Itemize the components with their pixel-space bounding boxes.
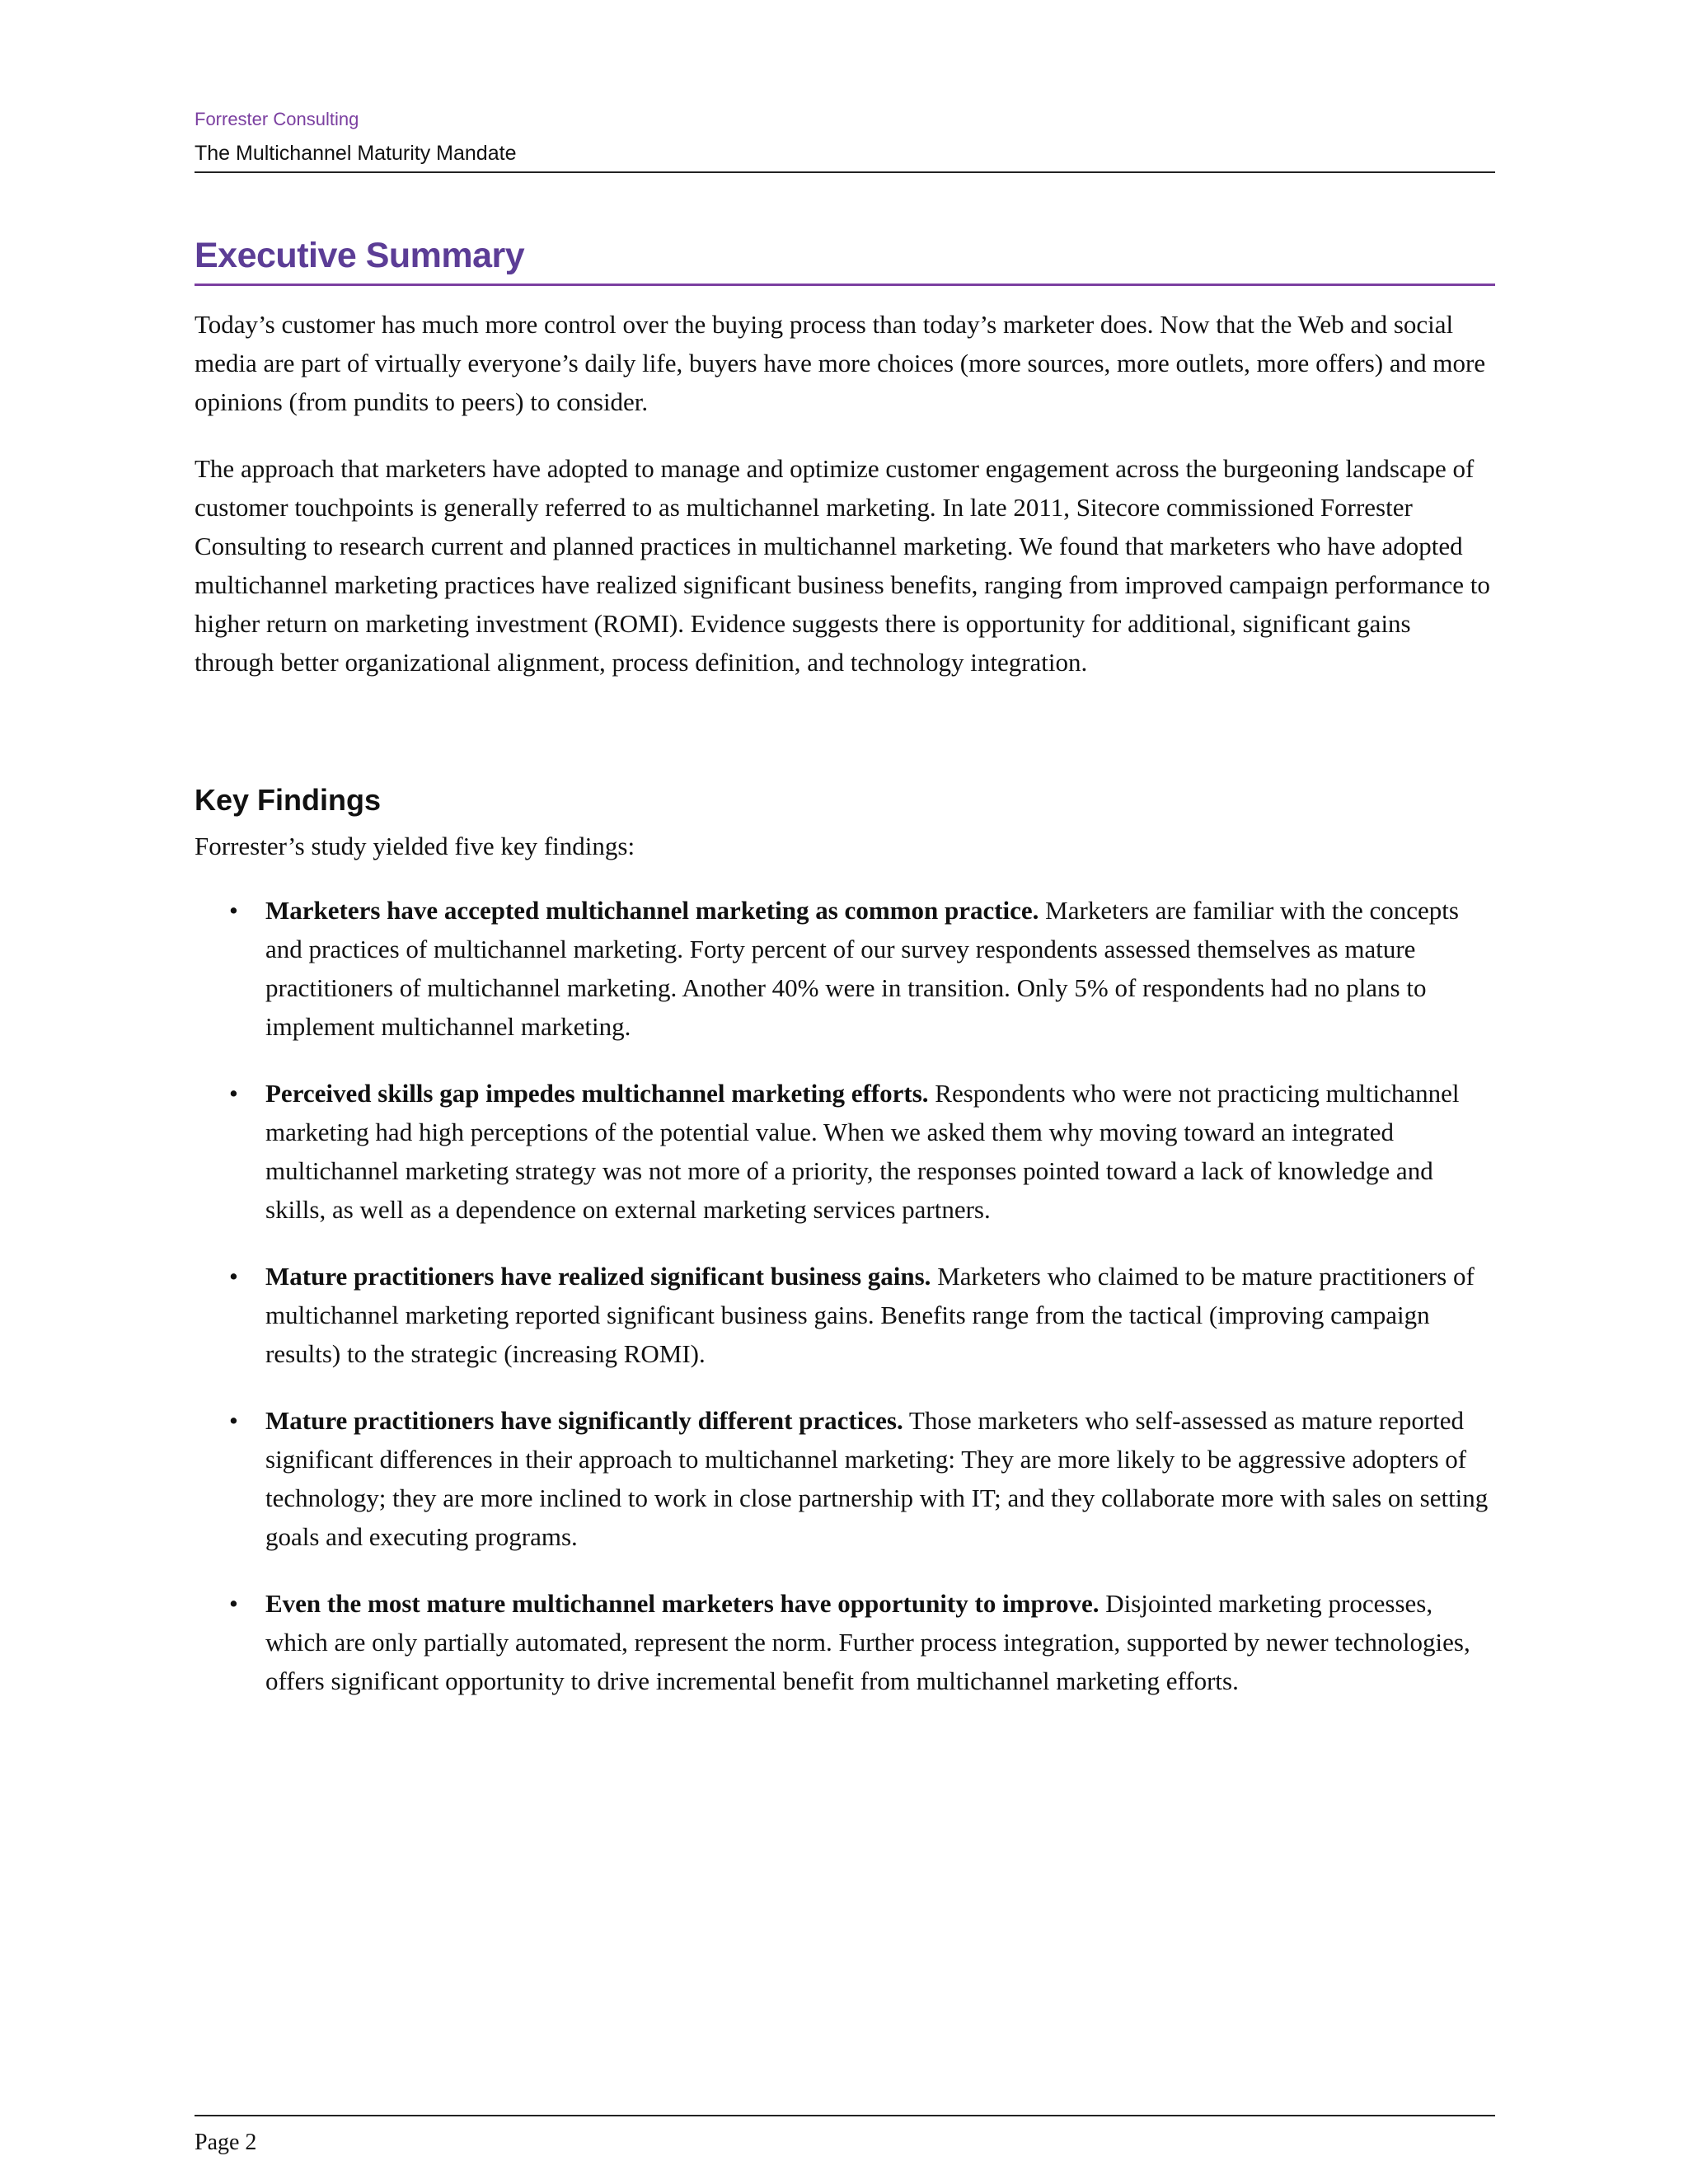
key-findings-title: Key Findings [195,783,382,817]
list-item [195,891,1495,1046]
list-item [195,1257,1495,1373]
finding-text: Disjointed marketing processes, which are only partially automated, represent the norm. Further process integration, supported by newer technologies, offers significant opportunity to drive incremental benefit from multichannel marketing efforts. [265,1589,1470,1695]
summary-paragraph-1: Today’s customer has much more control over the buying process than today’s marketer does. Now that the Web and social media are part of virtually everyone’s daily life, buyers have more choices (more sources, more outlets, more offers) and more opinions (from pundits to peers) to consider. [195,310,1486,416]
finding-lead: Mature practitioners have realized significant business gains. [265,1262,931,1291]
finding-lead: Even the most mature multichannel marketers have opportunity to improve. [265,1589,1100,1618]
bullet-icon: • [229,1406,238,1435]
header-org-name: Forrester Consulting [195,109,359,129]
finding-text: Marketers are familiar with the concepts and practices of multichannel marketing. Forty percent of our survey respondents assessed themselves as mature practitioners of multichannel marketing. Another 40% were in transition. Only 5% of respondents had no plans to implement multichannel marketing. [265,896,1459,1041]
header-document-title: The Multichannel Maturity Mandate [195,142,517,165]
list-item [195,1584,1495,1700]
bullet-icon: • [229,896,238,925]
footer-divider [195,2115,1495,2116]
list-item [195,1074,1495,1229]
finding-text: Marketers who claimed to be mature practitioners of multichannel marketing reported significant business gains. Benefits range from the tactical (improving campaign results) to the strategic (increasing ROMI). [265,1262,1475,1368]
bullet-icon: • [229,1262,238,1291]
section-title: Executive Summary [195,236,525,275]
finding-text: Those marketers who self-assessed as mature reported significant differences in their approach to multichannel marketing: They are more likely to be aggressive adopters of technology; they are more inclined to work in close partnership with IT; and they collaborate more with sales on setting goals and executing programs. [265,1406,1489,1551]
finding-lead: Perceived skills gap impedes multichannel marketing efforts. [265,1079,929,1108]
section-title-divider [195,284,1495,286]
finding-lead: Mature practitioners have significantly different practices. [265,1406,903,1435]
finding-text: Respondents who were not practicing multichannel marketing had high perceptions of the potential value. When we asked them why moving toward an integrated multichannel marketing strategy was not more of a priority, the responses pointed toward a lack of knowledge and skills, as well as a dependence on external marketing services partners. [265,1079,1460,1224]
finding-lead: Marketers have accepted multichannel marketing as common practice. [265,896,1039,925]
header-divider [195,171,1495,173]
page-number: Page 2 [195,2130,257,2155]
key-findings-list [195,891,1495,1728]
list-item [195,1401,1495,1556]
summary-paragraph-2: The approach that marketers have adopted to manage and optimize customer engagement across the burgeoning landscape of customer touchpoints is generally referred to as multichannel marketing. In late 2011, Sitecore commissioned Forrester Consulting to research current and planned practices in multichannel marketing. We found that marketers who have adopted multichannel marketing practices have realized significant business benefits, ranging from improved campaign performance to higher return on marketing investment (ROMI). Evidence suggests there is opportunity for additional, significant gains through better organizational alignment, process definition, and technology integration. [195,454,1490,677]
key-findings-intro: Forrester’s study yielded five key findings: [195,832,635,860]
bullet-icon: • [229,1589,238,1618]
bullet-icon: • [229,1079,238,1108]
